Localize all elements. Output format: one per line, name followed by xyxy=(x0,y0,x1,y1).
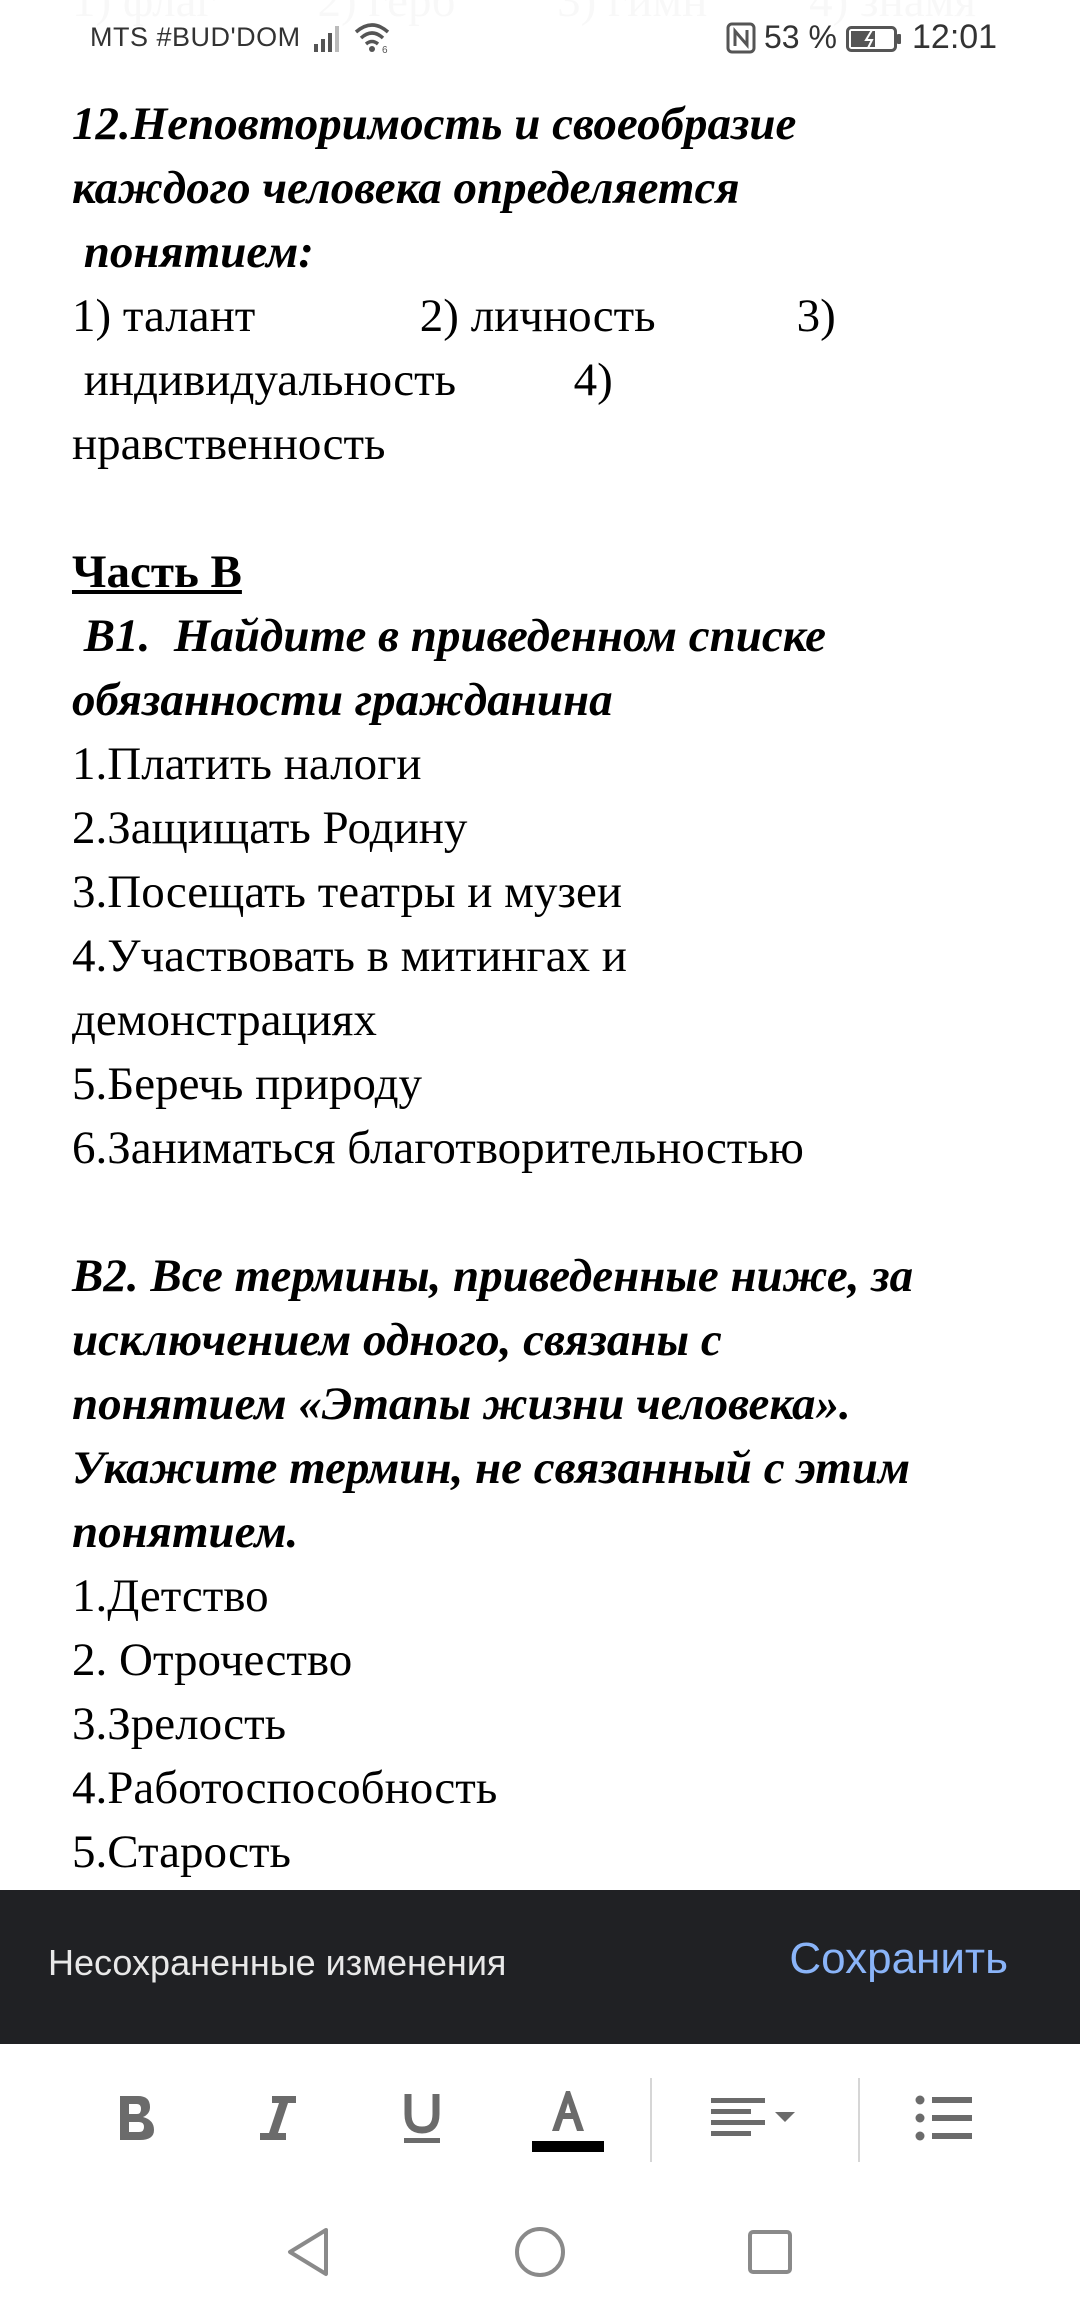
q12-answer-line: 1) талант 2) личность 3) xyxy=(72,290,836,342)
recents-square-icon xyxy=(744,2226,796,2278)
battery-icon xyxy=(846,26,902,52)
bulleted-list-icon xyxy=(914,2092,974,2144)
formatting-toolbar xyxy=(0,2044,1080,2194)
carrier-name: MTS #BUD'DOM xyxy=(90,22,301,52)
align-button[interactable] xyxy=(700,2044,810,2192)
recents-button[interactable] xyxy=(738,2220,802,2284)
b1-item: 1.Платить налоги xyxy=(72,738,422,790)
b2-title-line: В2. Все термины, приведенные ниже, за xyxy=(72,1250,914,1302)
signal-icon xyxy=(312,22,344,54)
save-button[interactable]: Сохранить xyxy=(789,1934,1008,1983)
nfc-icon xyxy=(726,22,756,54)
italic-button[interactable] xyxy=(238,2044,318,2192)
b2-title-line: Укажите термин, не связанный с этим xyxy=(72,1442,911,1494)
svg-text:6: 6 xyxy=(382,45,388,54)
underline-button[interactable] xyxy=(382,2044,462,2192)
home-button[interactable] xyxy=(508,2220,572,2284)
b1-item: 3.Посещать театры и музеи xyxy=(72,866,623,918)
q12-answer-line: индивидуальность 4) xyxy=(72,354,613,406)
snackbar-message: Несохраненные изменения xyxy=(48,1942,507,1983)
text-color-icon xyxy=(530,2083,606,2153)
align-left-icon xyxy=(705,2092,805,2144)
b2-item: 1.Детство xyxy=(72,1570,269,1622)
b1-item: 2.Защищать Родину xyxy=(72,802,468,854)
bulleted-list-button[interactable] xyxy=(904,2044,984,2192)
q12-title-line: каждого человека определяется xyxy=(72,162,740,214)
document-content xyxy=(72,92,1032,1884)
bold-icon xyxy=(114,2092,158,2144)
b1-item: 4.Участвовать в митингах и xyxy=(72,930,627,982)
b2-item: 4.Работоспособность xyxy=(72,1762,498,1814)
b1-item: 6.Заниматься благотворительностью xyxy=(72,1122,804,1174)
b2-title-line: понятием «Этапы жизни человека». xyxy=(72,1378,851,1430)
clock: 12:01 xyxy=(912,18,998,56)
text-color-button[interactable] xyxy=(526,2044,610,2192)
b1-item: демонстрациях xyxy=(72,994,377,1046)
b1-title-line: В1. Найдите в приведенном списке xyxy=(72,610,826,662)
italic-icon xyxy=(258,2092,298,2144)
b1-title-line: обязанности гражданина xyxy=(72,674,613,726)
battery-percent: 53 % xyxy=(764,19,837,55)
q12-title-line: понятием: xyxy=(72,226,314,278)
wifi-icon xyxy=(352,20,392,54)
q12-answer-line: нравственность xyxy=(72,418,386,470)
b2-title-line: исключением одного, связаны с xyxy=(72,1314,722,1366)
status-bar xyxy=(0,0,1080,80)
home-circle-icon xyxy=(512,2224,568,2280)
back-triangle-icon xyxy=(282,2224,334,2280)
b2-item: 2. Отрочество xyxy=(72,1634,353,1686)
b2-item: 3.Зрелость xyxy=(72,1698,287,1750)
b2-title-line: понятием. xyxy=(72,1506,299,1558)
toolbar-divider xyxy=(650,2078,652,2162)
back-button[interactable] xyxy=(276,2220,340,2284)
b1-item: 5.Беречь природу xyxy=(72,1058,422,1110)
blank-line xyxy=(72,476,1032,540)
blank-line xyxy=(72,1180,1032,1244)
system-navigation-bar xyxy=(0,2192,1080,2312)
b2-item: 5.Старость xyxy=(72,1826,291,1878)
part-b-heading: Часть В xyxy=(72,546,242,598)
bold-button[interactable] xyxy=(96,2044,176,2192)
underline-icon xyxy=(400,2090,444,2146)
unsaved-changes-snackbar xyxy=(0,1890,1080,2044)
toolbar-divider xyxy=(858,2078,860,2162)
q12-title-line: 12.Неповторимость и своеобразие xyxy=(72,98,797,150)
